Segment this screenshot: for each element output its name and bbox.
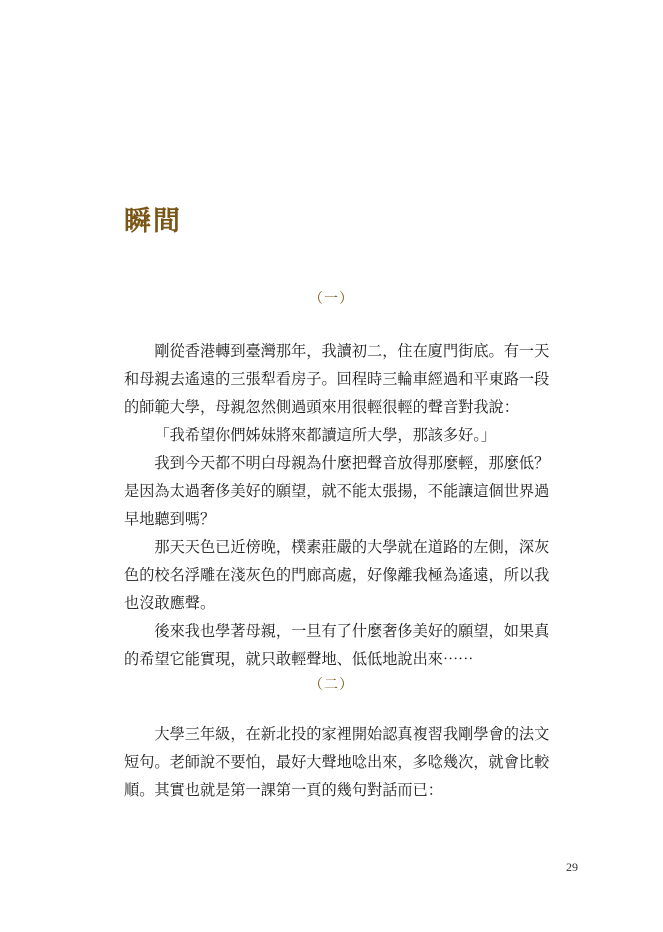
chapter-title: 瞬間 [124, 206, 182, 237]
text-line: 是因為太過奢侈美好的願望，就不能太張揚，不能讓這個世界過 [124, 482, 550, 500]
section-1-body [124, 337, 550, 673]
paragraph [124, 617, 550, 673]
text-line: 也沒敢應聲。 [124, 594, 216, 612]
quote-paragraph [124, 421, 539, 449]
text-line: 色的校名浮雕在淺灰色的門廊高處，好像離我極為遙遠，所以我 [124, 566, 550, 584]
section-heading-2: （二） [309, 677, 354, 693]
paragraph [124, 533, 550, 617]
text-line: 那天天色已近傍晚，樸素莊嚴的大學就在道路的左側，深灰 [154, 538, 550, 556]
text-line: 的師範大學，母親忽然側過頭來用很輕很輕的聲音對我說： [124, 398, 519, 416]
section-heading-1: （一） [309, 291, 354, 307]
paragraph [124, 449, 550, 533]
text-line: 短句。老師說不要怕，最好大聲地唸出來，多唸幾次，就會比較 [124, 753, 550, 771]
text-line: 大學三年級，在新北投的家裡開始認真複習我剛學會的法文 [154, 725, 550, 743]
text-line: 順。其實也就是第一課第一頁的幾句對話而已： [124, 781, 443, 799]
page-number: 29 [566, 860, 578, 874]
text-line: 早地聽到嗎？ [124, 510, 216, 528]
paragraph [124, 337, 550, 421]
text-line: 「我希望你們姊妹將來都讀這所大學，那該多好。」 [154, 426, 497, 444]
text-line: 後來我也學著母親，一旦有了什麼奢侈美好的願望，如果真 [154, 622, 550, 640]
section-2-body [124, 720, 550, 804]
text-line: 剛從香港轉到臺灣那年，我讀初二，住在廈門街底。有一天 [154, 342, 550, 360]
text-line: 我到今天都不明白母親為什麼把聲音放得那麼輕，那麼低？ [154, 454, 550, 472]
paragraph [124, 720, 550, 804]
text-line: 的希望它能實現，就只敢輕聲地、低低地說出來⋯⋯ [124, 650, 474, 668]
text-line: 和母親去遙遠的三張犁看房子。回程時三輪車經過和平東路一段 [124, 370, 550, 388]
